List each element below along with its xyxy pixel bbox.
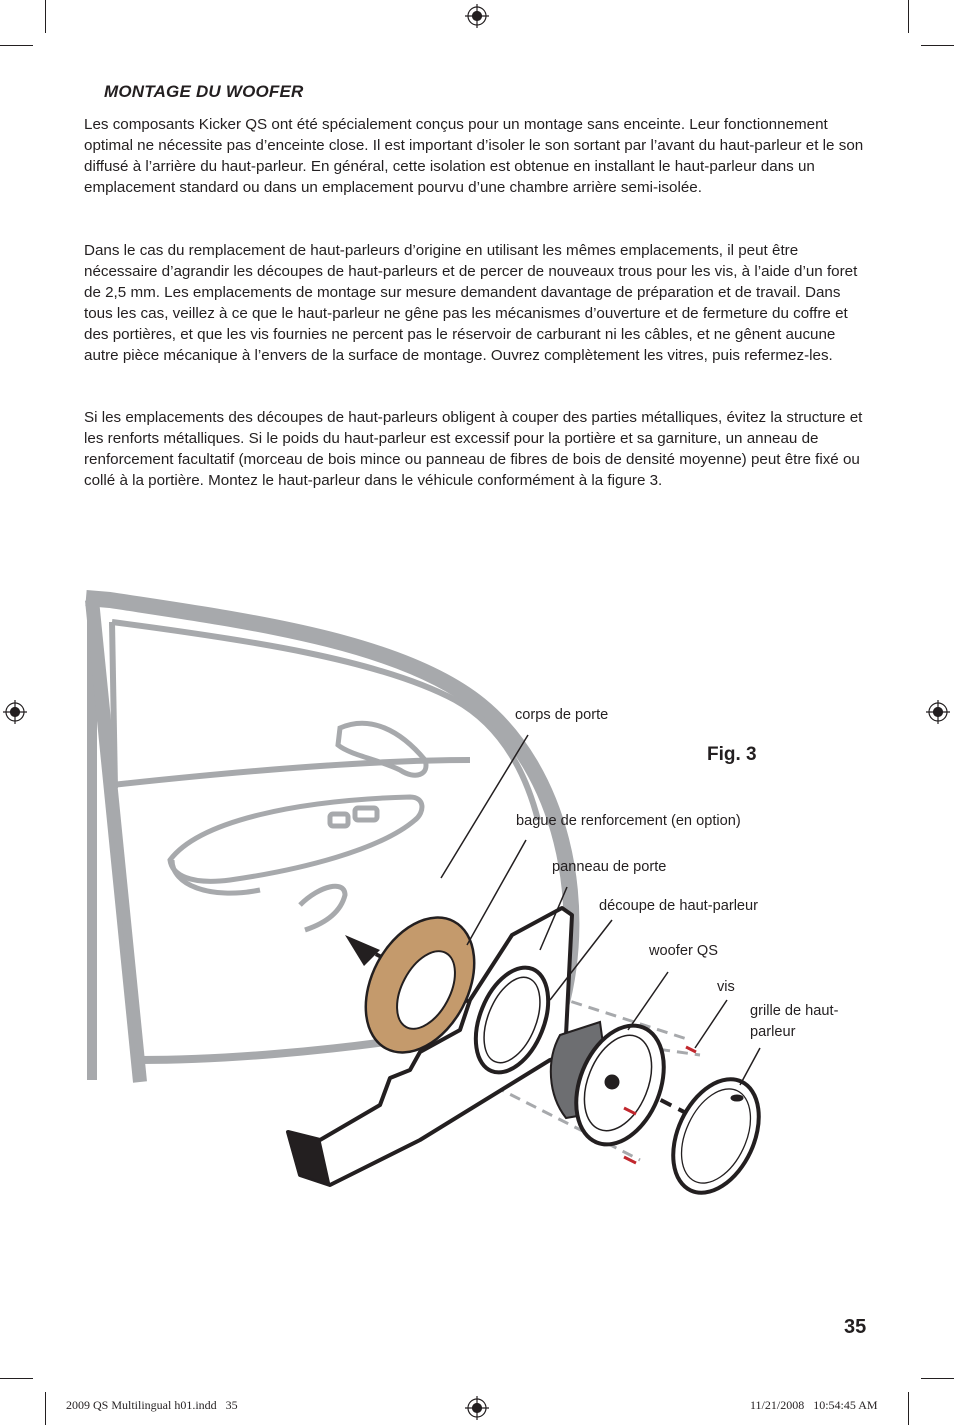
label-woofer: woofer QS [649,943,718,959]
paragraph-3: Si les emplacements des découpes de haut-parleurs obligent à couper des parties métalliques, évitez la structure et les renforts métalliques. Si le poids du haut-parleur est excessif pour la portière et sa garniture, un anneau de renforcement facultatif (morceau de bois mince ou panneau de fibres de bois de densité moyenne) peut être fixé ou collé à la portière. Montez le haut-parleur dans le véhicule conformément à la figure 3. [84,409,863,489]
label-screws: vis [717,979,735,995]
woofer [551,1013,681,1158]
speaker-grille [656,1066,776,1207]
paragraph-1: Les composants Kicker QS ont été spécialement conçus pour un montage sans enceinte. Leur fonctionnement optimal ne nécessite pas d’enceinte close. Il est important d’isoler le son sortant par l’avant du haut-parleur et le son diffusé à l’arrière du haut-parleur. En général, cette isolation est obtenue en installant le haut-parleur dans un emplacement standard ou dans un emplacement pourvu d’une chambre arrière semi-isolée. [84,116,864,196]
mirror [338,723,426,775]
label-door-panel: panneau de porte [552,859,667,875]
arrow-head-icon [345,935,380,966]
label-grille-line-1: grille de haut- [750,1003,839,1019]
label-reinforcement-ring: bague de renforcement (en option) [516,813,741,829]
armrest [170,797,422,930]
label-door-body: corps de porte [515,707,609,723]
footer-file-name: 2009 QS Multilingual h01.indd 35 [66,1398,238,1412]
footer-timestamp: 11/21/2008 10:54:45 AM [750,1398,878,1412]
label-speaker-cutout: découpe de haut-parleur [599,898,759,914]
figure-title: Fig. 3 [707,744,757,765]
label-grille-line-2: parleur [750,1024,796,1040]
page-number: 35 [844,1316,867,1338]
paragraph-2: Dans le cas du remplacement de haut-parleurs d’origine en utilisant les mêmes emplacements, il peut être nécessaire d’agrandir les découpes de haut-parleurs et de percer de nouveaux trous pour les vis, à l’aide d’un foret de 2,5 mm. Les emplacements de montage sur mesure demandent davantage de préparation et de travail. Dans tous les cas, veillez à ce que le haut-parleur ne gêne pas les mécanismes d’ouverture et de fermeture du coffre et des portières, et que les vis fournies ne percent pas le réservoir de carburant ni les câbles, et ne gênent aucune autre pièce mécanique à l’envers de la surface de montage. Ouvrez complètement les vitres, puis refermez-les. [84,242,858,364]
section-heading: MONTAGE DU WOOFER [104,82,304,101]
